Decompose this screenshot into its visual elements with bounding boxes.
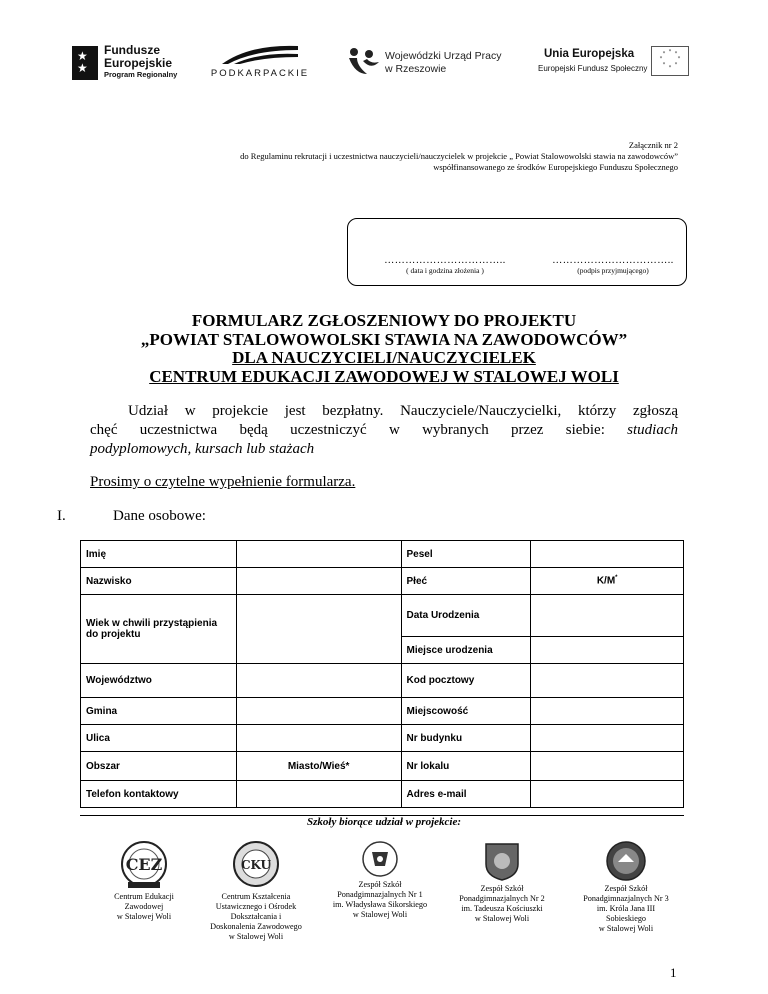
- label-imie: Imię: [81, 541, 237, 568]
- label-ulica: Ulica: [81, 725, 237, 752]
- input-telefon[interactable]: [236, 781, 401, 808]
- table-row: [81, 698, 684, 725]
- label-obszar: Obszar: [81, 752, 237, 781]
- school-line: im. Tadeusza Kościuszki: [461, 904, 543, 913]
- input-wiek[interactable]: [236, 595, 401, 664]
- input-nr-budynku[interactable]: [531, 725, 684, 752]
- input-email[interactable]: [531, 781, 684, 808]
- input-wojewodztwo[interactable]: [236, 664, 401, 698]
- section-heading: [57, 508, 206, 525]
- school-line: Ponadgimnazjalnych Nr 1: [337, 890, 423, 899]
- annex-notice: [240, 140, 678, 173]
- school-cku: [196, 840, 316, 942]
- svg-text:*: *: [677, 56, 681, 62]
- label-wojewodztwo: Województwo: [81, 664, 237, 698]
- ue-title: Unia Europejska: [544, 48, 635, 60]
- input-nr-lokalu[interactable]: [531, 752, 684, 781]
- svg-text:CEZ: CEZ: [125, 855, 163, 874]
- input-gmina[interactable]: [236, 698, 401, 725]
- wup-rzeszow-logo: [345, 42, 515, 82]
- school-zsp2: [442, 840, 562, 924]
- label-miejscowosc: Miejscowość: [401, 698, 531, 725]
- schools-heading: Szkoły biorące udział w projekcie:: [307, 816, 461, 828]
- logo-strip: [0, 0, 768, 100]
- fe-logo-line2: Europejskie: [104, 56, 173, 70]
- input-obszar[interactable]: Miasto/Wieś*: [236, 752, 401, 781]
- svg-text:*: *: [674, 51, 678, 57]
- title-line4: CENTRUM EDUKACJI ZAWODOWEJ W STALOWEJ WOLI: [149, 366, 619, 386]
- submission-box: [347, 218, 687, 286]
- input-data-urodzenia[interactable]: [531, 595, 684, 637]
- svg-text:*: *: [662, 51, 666, 57]
- school-line: Dokształcania i: [230, 912, 282, 921]
- school-line: w Stalowej Woli: [598, 924, 654, 933]
- label-miejsce-urodzenia: Miejsce urodzenia: [401, 637, 531, 664]
- label-pesel: Pesel: [401, 541, 531, 568]
- input-plec[interactable]: K/M*: [531, 568, 684, 595]
- school-line: im. Władysława Sikorskiego: [332, 900, 428, 909]
- input-pesel[interactable]: [531, 541, 684, 568]
- title-line2: „POWIAT STALOWOWOLSKI STAWIA NA ZAWODOWCÓW”: [140, 329, 628, 349]
- label-data-urodzenia: Data Urodzenia: [401, 595, 531, 637]
- personal-data-table: [80, 540, 684, 808]
- section-number: I.: [57, 508, 66, 524]
- input-kod-pocztowy[interactable]: [531, 664, 684, 698]
- title-line3: DLA NAUCZYCIELI/NAUCZYCIELEK: [232, 348, 536, 367]
- school-line: im. Króla Jana III: [596, 904, 656, 913]
- podkarpackie-text: PODKARPACKIE: [210, 68, 310, 79]
- school-line: w Stalowej Woli: [474, 914, 530, 923]
- eu-funds-mark-icon: ★ ★: [72, 46, 98, 80]
- submission-date-field[interactable]: [370, 255, 520, 275]
- input-miejscowosc[interactable]: [531, 698, 684, 725]
- school-line: Doskonalenia Zawodowego: [210, 922, 302, 931]
- eu-flag-icon: [651, 46, 689, 76]
- school-line: w Stalowej Woli: [116, 912, 172, 921]
- label-nazwisko: Nazwisko: [81, 568, 237, 595]
- school-line: Ponadgimnazjalnych Nr 3: [583, 894, 669, 903]
- zsp3-emblem-icon: [596, 840, 656, 882]
- receiver-signature-dots: ……………………………..: [552, 255, 674, 266]
- fe-logo-line1: Fundusze: [104, 43, 160, 57]
- podkarpackie-emblem-icon: [220, 42, 300, 66]
- school-line: Sobieskiego: [605, 914, 647, 923]
- label-wiek: Wiek w chwili przystąpienia do projektu: [81, 595, 237, 664]
- school-line: Zespół Szkół: [480, 884, 524, 893]
- table-row: [81, 752, 684, 781]
- svg-text:*: *: [668, 49, 672, 55]
- receiver-signature-field[interactable]: [548, 255, 678, 275]
- input-imie[interactable]: [236, 541, 401, 568]
- svg-text:*: *: [668, 65, 672, 71]
- input-ulica[interactable]: [236, 725, 401, 752]
- page-number: 1: [670, 965, 677, 980]
- intro-line3: podyplomowych, kursach lub stażach: [90, 441, 315, 457]
- fill-instruction: Prosimy o czytelne wypełnienie formularza.: [90, 474, 356, 490]
- school-cez: [84, 840, 204, 922]
- intro-paragraph: [90, 402, 678, 459]
- school-line: Ustawicznego i Ośrodek: [215, 902, 297, 911]
- label-telefon: Telefon kontaktowy: [81, 781, 237, 808]
- podkarpackie-logo: [205, 42, 315, 82]
- intro-line1: Udział w projekcie jest bezpłatny. Nauczyciele/Nauczycielki, którzy zgłoszą: [128, 403, 678, 419]
- label-email: Adres e-mail: [401, 781, 531, 808]
- svg-text:CKU: CKU: [240, 858, 272, 872]
- wup-line2: w Rzeszowie: [385, 63, 447, 75]
- intro-line2: chęć uczestnictwa będą uczestniczyć w wybranych przez siebie: studiach: [90, 422, 678, 438]
- school-line: Centrum Edukacji: [114, 892, 174, 901]
- annex-number: Załącznik nr 2: [628, 140, 678, 150]
- school-line: Zespół Szkół: [358, 880, 402, 889]
- svg-text:*: *: [674, 62, 678, 68]
- school-line: Centrum Kształcenia: [221, 892, 291, 901]
- label-gmina: Gmina: [81, 698, 237, 725]
- school-zsp3: [566, 840, 686, 934]
- input-nazwisko[interactable]: [236, 568, 401, 595]
- school-line: Zespół Szkół: [604, 884, 648, 893]
- label-plec: Płeć: [401, 568, 531, 595]
- table-row: [81, 541, 684, 568]
- table-row: [81, 595, 684, 637]
- zsp1-emblem-icon: [350, 840, 410, 878]
- school-line: w Stalowej Woli: [352, 910, 408, 919]
- table-row: [81, 568, 684, 595]
- zsp2-emblem-icon: [472, 840, 532, 882]
- section-label: Dane osobowe:: [113, 508, 206, 524]
- title-line1: FORMULARZ ZGŁOSZENIOWY DO PROJEKTU: [191, 311, 577, 330]
- wup-emblem-icon: [345, 44, 381, 78]
- input-miejsce-urodzenia[interactable]: [531, 637, 684, 664]
- annex-regulation: do Regulaminu rekrutacji i uczestnictwa nauczycieli/nauczycielek w projekcie „ Powiat Stalowowolski stawia na zawodowców”: [240, 151, 678, 161]
- ue-subtitle: Europejski Fundusz Społeczny: [538, 64, 648, 73]
- cku-emblem-icon: [226, 840, 286, 890]
- label-kod-pocztowy: Kod pocztowy: [401, 664, 531, 698]
- svg-text:*: *: [659, 56, 663, 62]
- cez-emblem-icon: [114, 840, 174, 890]
- submission-date-label: ( data i godzina złożenia ): [406, 266, 484, 275]
- wup-line1: Wojewódzki Urząd Pracy: [385, 50, 502, 62]
- fe-logo-line3: Program Regionalny: [104, 70, 178, 79]
- label-nr-budynku: Nr budynku: [401, 725, 531, 752]
- table-row: [81, 725, 684, 752]
- school-line: Zawodowej: [124, 902, 164, 911]
- school-zsp1: [320, 840, 440, 920]
- label-nr-lokalu: Nr lokalu: [401, 752, 531, 781]
- fundusze-europejskie-logo: [72, 44, 192, 84]
- table-row: [81, 664, 684, 698]
- form-title: [0, 312, 768, 386]
- receiver-signature-label: (podpis przyjmującego): [577, 266, 649, 275]
- submission-date-dots: ……………………………..: [384, 255, 506, 266]
- unia-europejska-logo: [538, 46, 688, 82]
- table-row: [81, 781, 684, 808]
- school-line: w Stalowej Woli: [228, 932, 284, 941]
- annex-cofinancing: współfinansowanego ze środków Europejskiego Funduszu Społecznego: [433, 162, 678, 172]
- svg-text:*: *: [662, 62, 666, 68]
- school-line: Ponadgimnazjalnych Nr 2: [459, 894, 545, 903]
